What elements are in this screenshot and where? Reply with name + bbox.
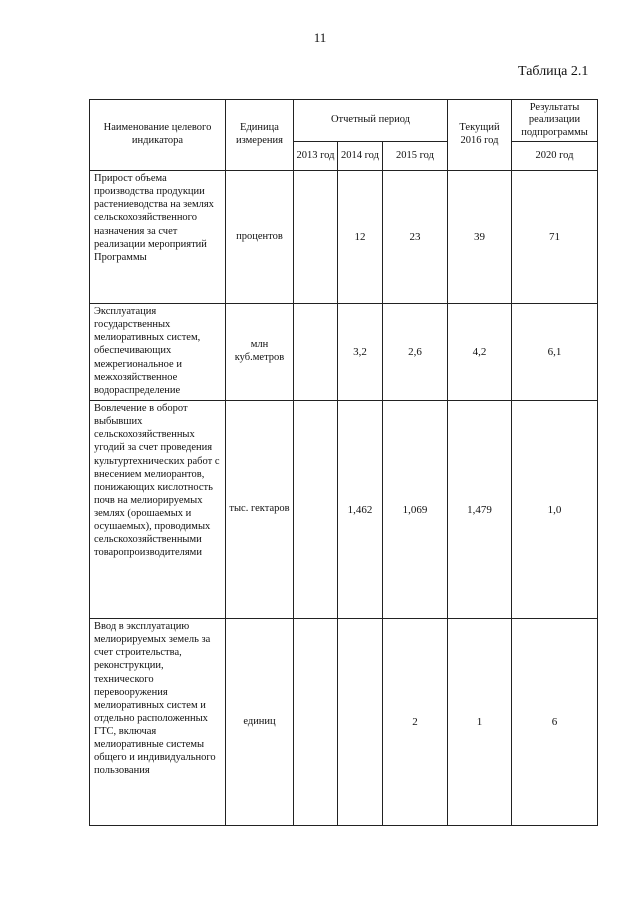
row-value-2015: 1,069: [383, 401, 448, 619]
row-value-2020: 71: [512, 171, 598, 304]
row-indicator-name: Эксплуатация государственных мелиоративных систем, обеспечивающих межрегиональное и межхозяйственное водораспределение: [90, 304, 226, 401]
page-number: 11: [313, 30, 327, 45]
row-value-2013: [294, 304, 338, 401]
row-indicator-name: Прирост объема производства продукции растениеводства на землях сельскохозяйственного назначения за счет реализации мероприятий Программы: [90, 171, 226, 304]
header-year-2014: 2014 год: [338, 142, 383, 171]
row-unit: единиц: [226, 619, 294, 826]
table-row: [90, 304, 598, 401]
row-value-2015: 23: [383, 171, 448, 304]
row-value-2020: 6: [512, 619, 598, 826]
table-row: [90, 401, 598, 619]
indicator-table: [89, 99, 598, 826]
row-value-2016: 1: [448, 619, 512, 826]
row-value-2016: 1,479: [448, 401, 512, 619]
row-value-2015: 2: [383, 619, 448, 826]
header-year-2013: 2013 год: [294, 142, 338, 171]
row-unit: млн куб.метров: [226, 304, 294, 401]
header-unit: Единица измерения: [226, 100, 294, 171]
header-year-2015: 2015 год: [383, 142, 448, 171]
row-value-2013: [294, 171, 338, 304]
row-value-2014: 1,462: [338, 401, 383, 619]
header-results: Результаты реализации подпрограммы: [512, 100, 598, 142]
row-indicator-name: Вовлечение в оборот выбывших сельскохозяйственных угодий за счет проведения культуртехнических работ с внесением мелиорантов, понижающих кислотность почв на мелиорируемых землях (орошаемых и осушаемых), проводимых сельскохозяйственными товаропроизводителями: [90, 401, 226, 619]
header-indicator-name: Наименование целевого индикатора: [90, 100, 226, 171]
row-value-2014: [338, 619, 383, 826]
row-value-2020: 1,0: [512, 401, 598, 619]
row-value-2013: [294, 401, 338, 619]
row-value-2014: 3,2: [338, 304, 383, 401]
row-value-2013: [294, 619, 338, 826]
row-value-2014: 12: [338, 171, 383, 304]
row-unit: процентов: [226, 171, 294, 304]
row-unit: тыс. гектаров: [226, 401, 294, 619]
table-caption: Таблица 2.1: [518, 64, 589, 79]
row-value-2016: 4,2: [448, 304, 512, 401]
row-value-2016: 39: [448, 171, 512, 304]
row-value-2015: 2,6: [383, 304, 448, 401]
table-row: [90, 619, 598, 826]
header-year-2020: 2020 год: [512, 142, 598, 171]
header-reporting-period: Отчетный период: [294, 100, 448, 142]
table-row: [90, 171, 598, 304]
row-value-2020: 6,1: [512, 304, 598, 401]
row-indicator-name: Ввод в эксплуатацию мелиорируемых земель за счет строительства, реконструкции, технического перевооружения мелиоративных систем и отдельно расположенных ГТС, включая мелиоративные системы общего и индивидуального пользования: [90, 619, 226, 826]
header-current-year: Текущий 2016 год: [448, 100, 512, 171]
